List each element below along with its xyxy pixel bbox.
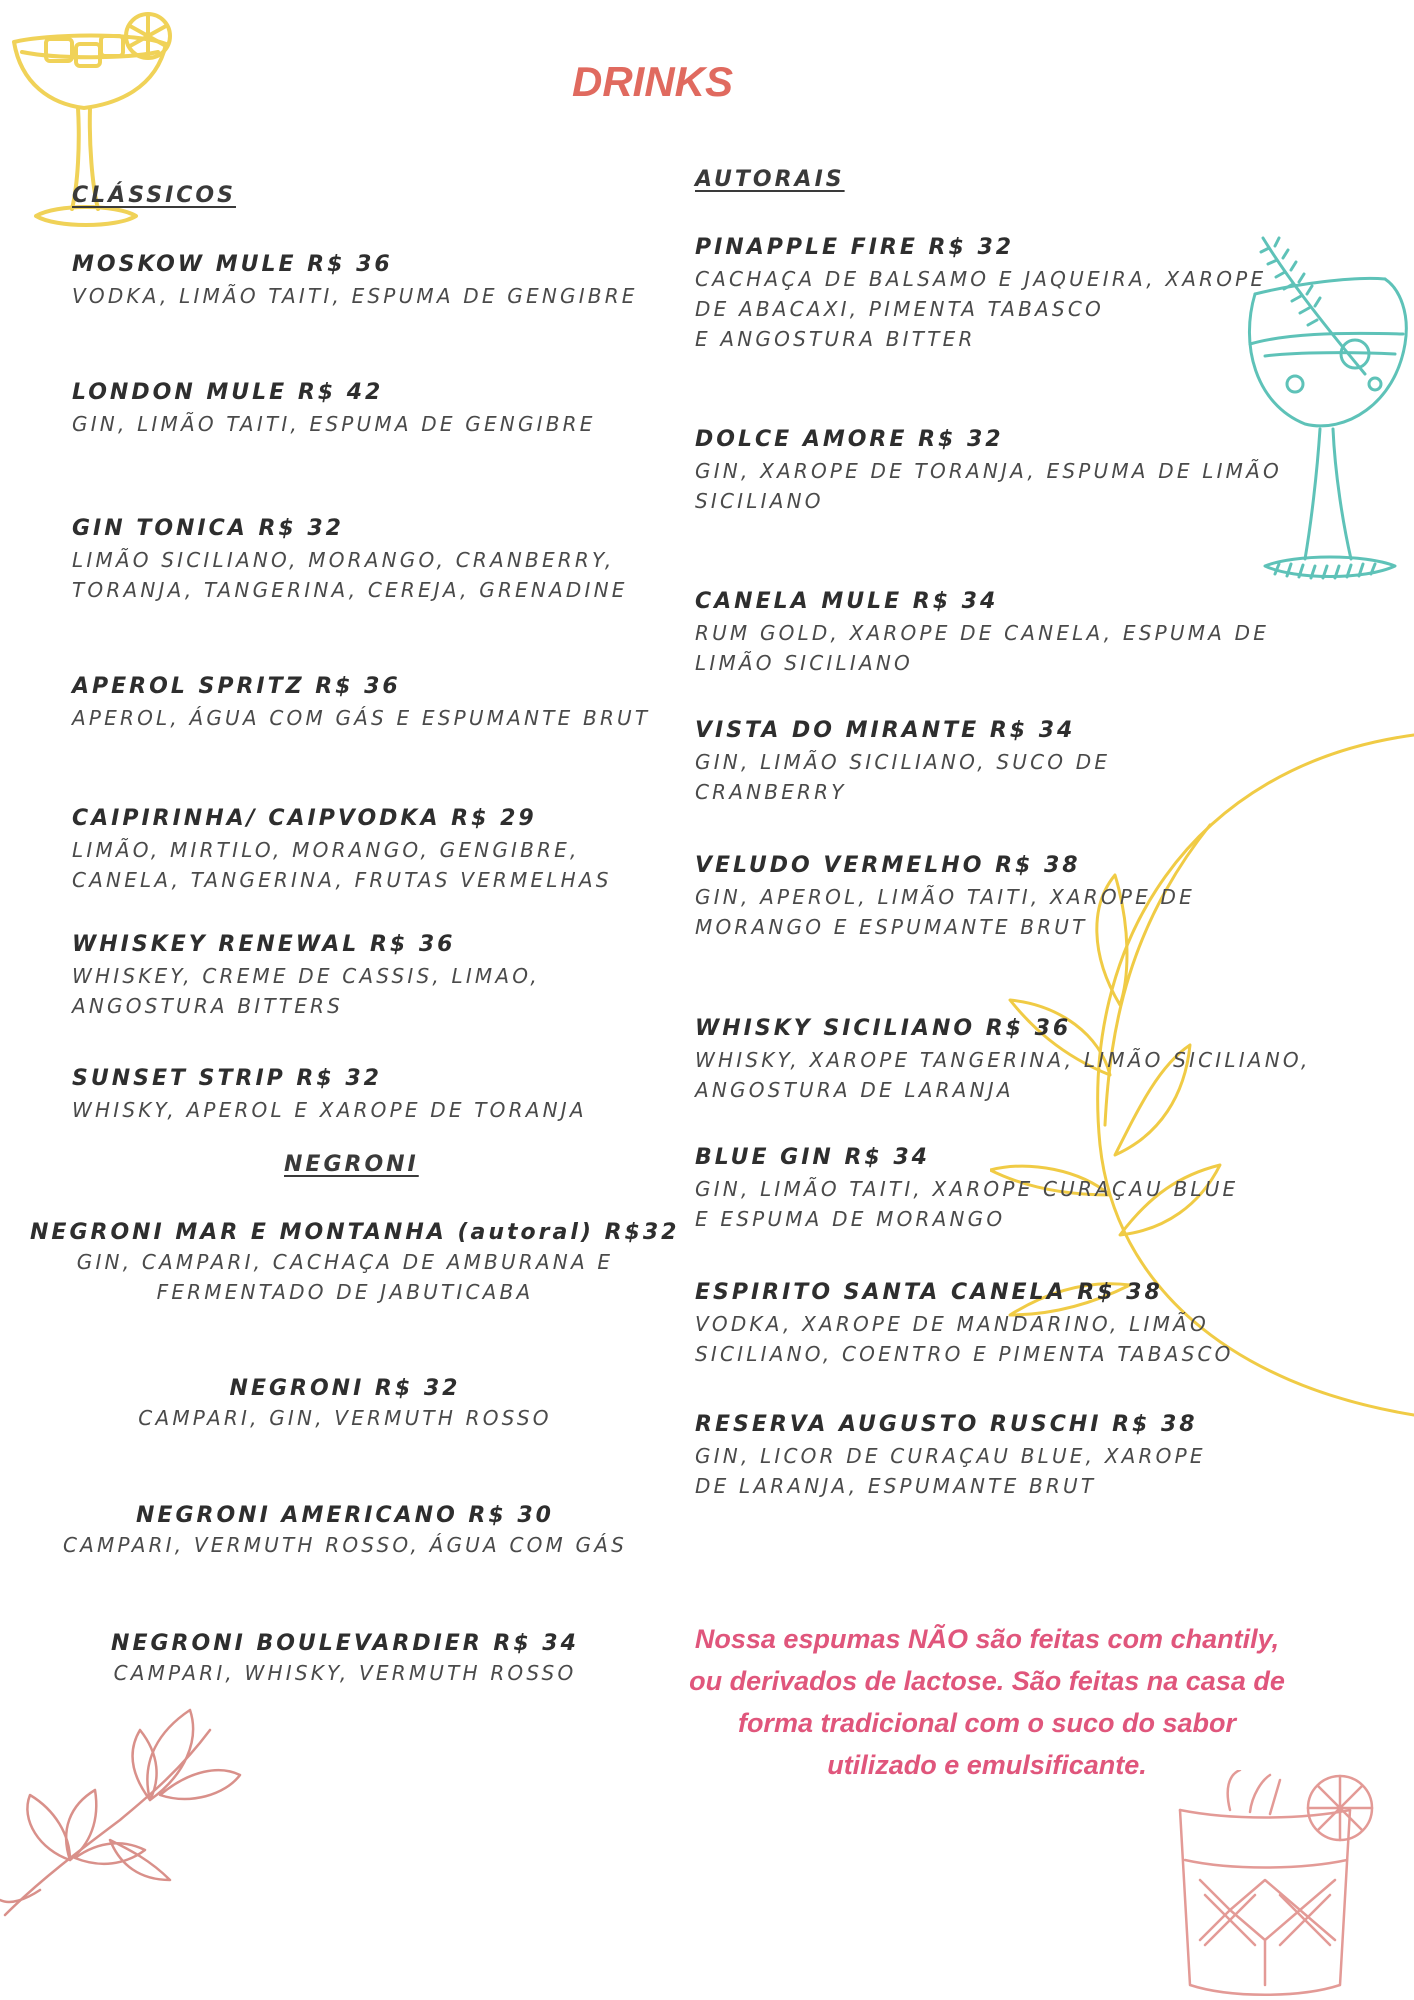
item-name: WHISKEY RENEWAL R$ 36	[72, 932, 456, 957]
menu-item-moskow-mule	[72, 252, 638, 311]
item-description: CAMPARI, VERMUTH ROSSO, ÁGUA COM GÁS	[62, 1533, 628, 1557]
item-description: WHISKY, XAROPE TANGERINA, LIMÃO SICILIANO, ANGOSTURA DE LARANJA	[695, 1048, 1311, 1102]
menu-item-aperol-spritz	[72, 674, 650, 733]
item-name: ESPIRITO SANTA CANELA R$ 38	[695, 1280, 1163, 1305]
item-description: GIN, APEROL, LIMÃO TAITI, XAROPE DE MORANGO E ESPUMANTE BRUT	[695, 885, 1195, 939]
item-name: WHISKY SICILIANO R$ 36	[695, 1016, 1072, 1041]
menu-item-sunset-strip	[72, 1066, 587, 1125]
item-name: MOSKOW MULE R$ 36	[72, 252, 393, 277]
item-description: GIN, LIMÃO TAITI, XAROPE CURAÇAU BLUE E ESPUMA DE MORANGO	[695, 1177, 1239, 1231]
menu-item-whiskey-renewal	[72, 932, 540, 1021]
menu-item-canela-mule	[695, 589, 1269, 678]
menu-item-vista-do-mirante	[695, 718, 1110, 807]
item-name: SUNSET STRIP R$ 32	[72, 1066, 382, 1091]
menu-item-whisky-siciliano	[695, 1016, 1311, 1105]
menu-item-negroni-mar-e-montanha	[30, 1220, 680, 1307]
item-name: NEGRONI R$ 32	[229, 1376, 461, 1401]
menu-item-espirito-santa-canela	[695, 1280, 1234, 1369]
menu-item-negroni	[30, 1376, 660, 1433]
item-description: WHISKY, APEROL E XAROPE DE TORANJA	[72, 1098, 587, 1122]
menu-item-reserva-augusto-ruschi	[695, 1412, 1206, 1501]
page-title: DRINKS	[571, 58, 733, 105]
item-description: LIMÃO, MIRTILO, MORANGO, GENGIBRE, CANELA, TANGERINA, FRUTAS VERMELHAS	[72, 838, 612, 892]
menu-item-gin-tonica	[72, 516, 628, 605]
item-description: GIN, LICOR DE CURAÇAU BLUE, XAROPE DE LARANJA, ESPUMANTE BRUT	[695, 1444, 1206, 1498]
magnolia-icon	[0, 1700, 250, 1920]
item-description: WHISKEY, CREME DE CASSIS, LIMAO, ANGOSTURA BITTERS	[72, 964, 540, 1018]
item-description: GIN, LIMÃO TAITI, ESPUMA DE GENGIBRE	[72, 412, 596, 436]
item-name: LONDON MULE R$ 42	[72, 380, 384, 405]
menu-item-pinapple-fire	[695, 235, 1266, 354]
classicos-heading: CLÁSSICOS	[72, 183, 236, 208]
menu-item-negroni-boulevardier	[30, 1631, 660, 1688]
item-description: CAMPARI, GIN, VERMUTH ROSSO	[138, 1406, 552, 1430]
menu-item-veludo-vermelho	[695, 853, 1195, 942]
item-name: BLUE GIN R$ 34	[695, 1145, 930, 1170]
item-name: APEROL SPRITZ R$ 36	[72, 674, 401, 699]
item-name: RESERVA AUGUSTO RUSCHI R$ 38	[695, 1412, 1198, 1437]
item-description: RUM GOLD, XAROPE DE CANELA, ESPUMA DE LIMÃO SICILIANO	[695, 621, 1270, 675]
rocks-glass-icon	[1170, 1770, 1380, 2000]
autorais-heading: AUTORAIS	[695, 167, 845, 192]
foam-note: Nossa espumas NÃO são feitas com chantily, ou derivados de lactose. São feitas na casa de forma tradicional com o suco do sabor utilizado e emulsificante.	[689, 1624, 1285, 1780]
item-name: VISTA DO MIRANTE R$ 34	[695, 718, 1076, 743]
item-description: CAMPARI, WHISKY, VERMUTH ROSSO	[113, 1661, 577, 1685]
item-description: GIN, LIMÃO SICILIANO, SUCO DE CRANBERRY	[695, 750, 1111, 804]
item-name: PINAPPLE FIRE R$ 32	[695, 235, 1015, 260]
menu-item-blue-gin	[695, 1145, 1238, 1234]
item-description: APEROL, ÁGUA COM GÁS E ESPUMANTE BRUT	[72, 706, 651, 730]
item-description: GIN, XAROPE DE TORANJA, ESPUMA DE LIMÃO SICILIANO	[695, 459, 1282, 513]
item-description: VODKA, XAROPE DE MANDARINO, LIMÃO SICILIANO, COENTRO E PIMENTA TABASCO	[695, 1312, 1234, 1366]
item-name: NEGRONI BOULEVARDIER R$ 34	[111, 1631, 579, 1656]
item-description: CACHAÇA DE BALSAMO E JAQUEIRA, XAROPE DE ABACAXI, PIMENTA TABASCO E ANGOSTURA BITTER	[695, 267, 1267, 351]
item-name: NEGRONI MAR E MONTANHA (autoral) R$32	[30, 1220, 680, 1245]
item-description: GIN, CAMPARI, CACHAÇA DE AMBURANA E FERMENTADO DE JABUTICABA	[76, 1250, 614, 1304]
negroni-heading: NEGRONI	[284, 1152, 419, 1177]
menu-item-negroni-americano	[30, 1503, 660, 1560]
item-name: DOLCE AMORE R$ 32	[695, 427, 1004, 452]
item-name: CANELA MULE R$ 34	[695, 589, 999, 614]
item-name: CAIPIRINHA/ CAIPVODKA R$ 29	[72, 806, 537, 831]
item-description: LIMÃO SICILIANO, MORANGO, CRANBERRY, TORANJA, TANGERINA, CEREJA, GRENADINE	[72, 548, 628, 602]
item-name: NEGRONI AMERICANO R$ 30	[136, 1503, 554, 1528]
item-name: VELUDO VERMELHO R$ 38	[695, 853, 1081, 878]
menu-item-london-mule	[72, 380, 596, 439]
menu-item-caipirinha	[72, 806, 612, 895]
item-description: VODKA, LIMÃO TAITI, ESPUMA DE GENGIBRE	[72, 284, 638, 308]
item-name: GIN TONICA R$ 32	[72, 516, 344, 541]
menu-item-dolce-amore	[695, 427, 1282, 516]
